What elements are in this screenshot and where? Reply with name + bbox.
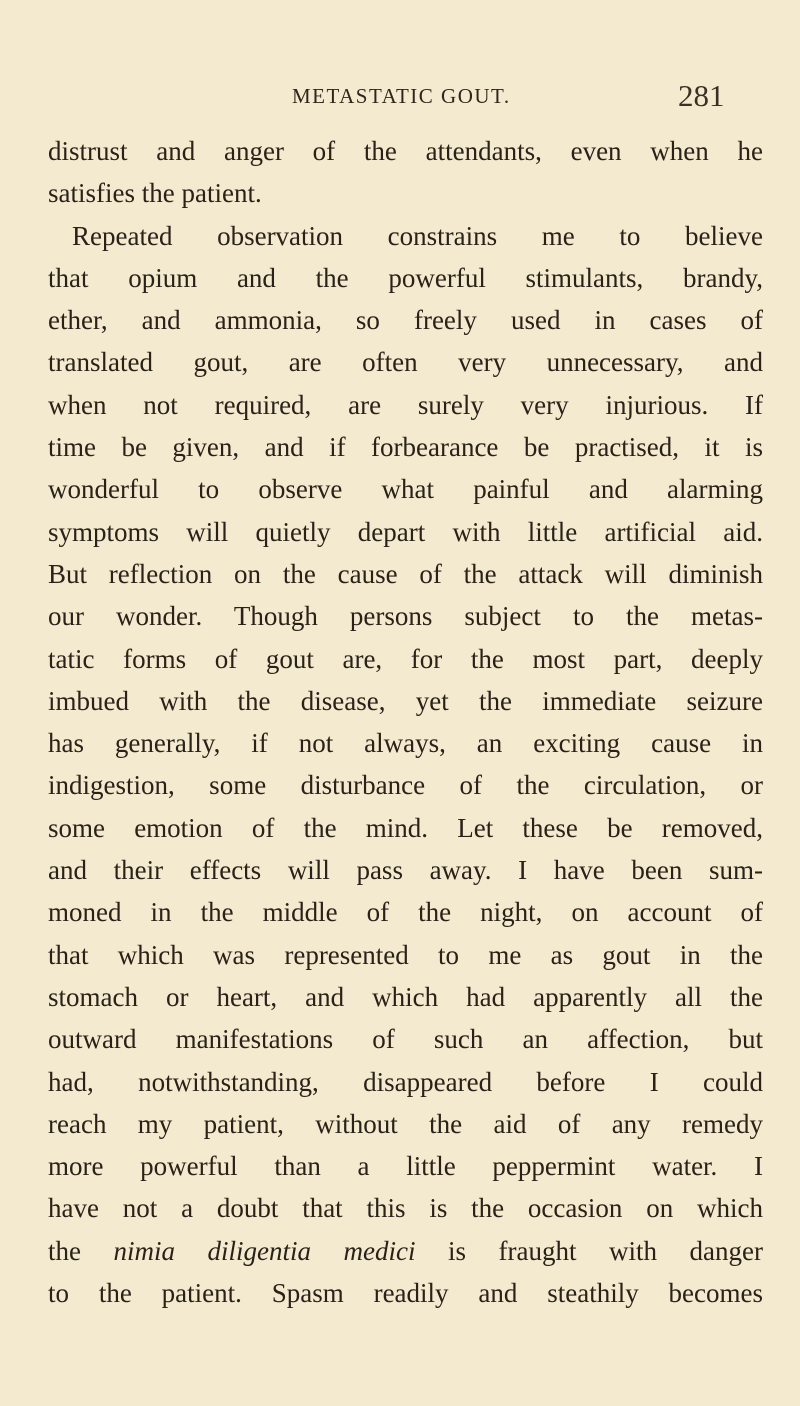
running-title: METASTATIC GOUT. <box>292 84 511 108</box>
text-line: wonderful to observe what painful and alarming <box>48 474 763 505</box>
page-number: 281 <box>678 78 725 113</box>
text-line: ether, and ammonia, so freely used in cases of <box>48 305 763 336</box>
text-line-with-latin <box>48 1230 763 1272</box>
text-line: some emotion of the mind. Let these be removed, <box>48 812 763 843</box>
text-line: outward manifestations of such an affection, but <box>48 1024 763 1055</box>
body-text <box>48 130 763 1314</box>
text-line: satisfies the patient. <box>48 178 262 209</box>
running-head <box>0 78 800 118</box>
text-line: our wonder. Though persons subject to the metas- <box>48 601 763 632</box>
text-line: translated gout, are often very unnecessary, and <box>48 347 763 378</box>
text-line: when not required, are surely very injurious. If <box>48 389 763 420</box>
text-line: time be given, and if forbearance be practised, it is <box>48 432 763 463</box>
text-line: had, notwithstanding, disappeared before I could <box>48 1066 763 1097</box>
text-segment: the <box>48 1235 114 1266</box>
text-segment: is fraught with danger <box>415 1235 763 1266</box>
text-line: stomach or heart, and which had apparently all the <box>48 981 763 1012</box>
text-line: has generally, if not always, an exciting cause in <box>48 728 763 759</box>
text-line: But reflection on the cause of the attack will diminish <box>48 558 763 589</box>
latin-phrase: nimia diligentia medici <box>113 1235 416 1266</box>
text-line: to the patient. Spasm readily and steathily becomes <box>48 1278 763 1309</box>
text-line: that which was represented to me as gout in the <box>48 939 763 970</box>
text-line: more powerful than a little peppermint water. I <box>48 1151 763 1182</box>
text-line: tatic forms of gout are, for the most part, deeply <box>48 643 763 674</box>
text-line: indigestion, some disturbance of the circulation, or <box>48 770 763 801</box>
text-line: that opium and the powerful stimulants, brandy, <box>48 262 763 293</box>
text-line: imbued with the disease, yet the immediate seizure <box>48 685 763 716</box>
paragraph-start-line: Repeated observation constrains me to believe <box>72 220 763 251</box>
text-line: distrust and anger of the attendants, even when he <box>48 136 763 166</box>
text-line: have not a doubt that this is the occasion on which <box>48 1193 763 1224</box>
text-line: and their effects will pass away. I have been sum- <box>48 855 763 886</box>
text-line: moned in the middle of the night, on account of <box>48 897 763 928</box>
text-line: symptoms will quietly depart with little artificial aid. <box>48 516 763 547</box>
text-line: reach my patient, without the aid of any remedy <box>48 1108 763 1139</box>
